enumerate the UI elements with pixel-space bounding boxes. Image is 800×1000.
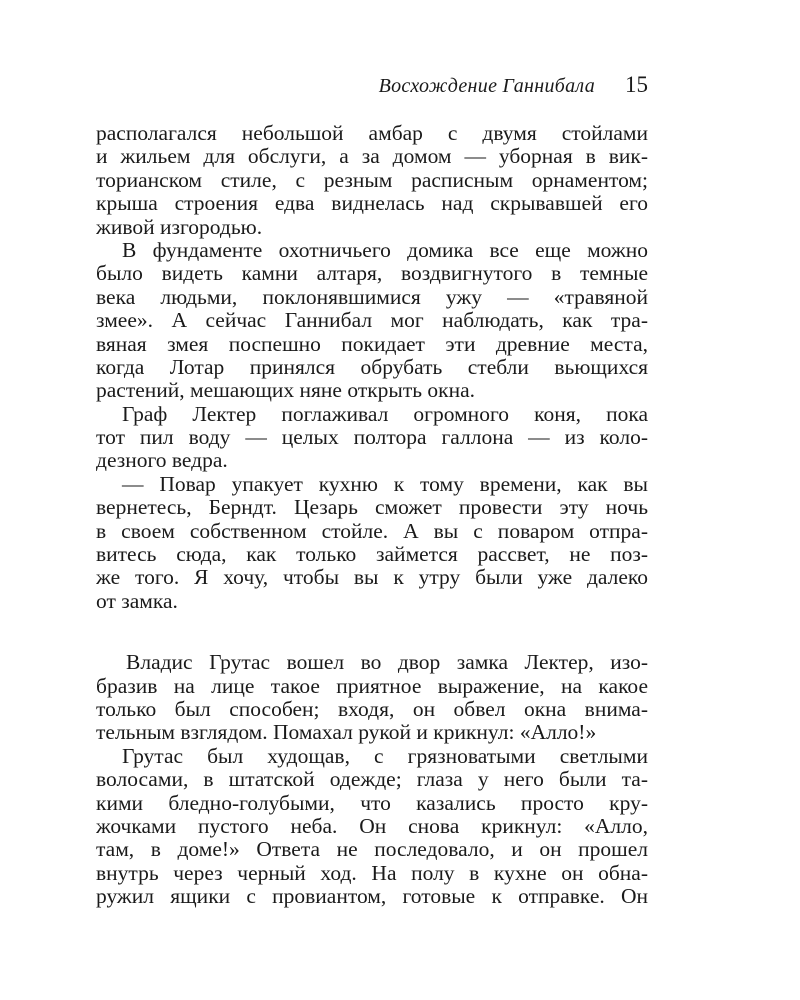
text-line: тот пил воду — целых полтора галлона — из коло-	[96, 426, 648, 450]
text-line: внутрь через черный ход. На полу в кухне он обна-	[96, 861, 648, 885]
text-line: вернетесь, Берндт. Цезарь сможет провести эту ночь	[96, 496, 648, 520]
text-line: века людьми, поклонявшимися ужу — «травяной	[96, 285, 648, 309]
text-line: бразив на лице такое приятное выражение, на какое	[96, 674, 648, 698]
text-line: растений, мешающих няне открыть окна.	[96, 379, 476, 403]
text-line: там, в доме!» Ответа не последовало, и он прошел	[96, 838, 648, 862]
paragraph-dialogue	[96, 473, 648, 613]
text-line: живой изгородью.	[96, 215, 263, 239]
text-line: Граф Лектер поглаживал огромного коня, пока	[122, 402, 648, 426]
text-line: от замка.	[96, 589, 178, 613]
section-break	[96, 613, 648, 651]
paragraph-grutas-enters	[96, 651, 648, 745]
text-line: Грутас был худощав, с грязноватыми светлыми	[122, 744, 648, 768]
text-line: жочками пустого неба. Он снова крикнул: «Алло,	[96, 814, 648, 838]
text-line: В фундаменте охотничьего домика все еще можно	[122, 238, 648, 262]
page-number: 15	[625, 72, 648, 97]
text-line: торианском стиле, с резным расписным орнаментом;	[96, 168, 648, 192]
body-text	[96, 122, 648, 909]
text-line: кими бледно-голубыми, что казались просто кру-	[96, 791, 648, 815]
running-header	[96, 72, 648, 106]
text-line: только был способен; входя, он обвел окна внима-	[96, 697, 648, 721]
paragraph-altar	[96, 239, 648, 403]
paragraph-continuation	[96, 122, 648, 239]
text-line: же того. Я хочу, чтобы вы к утру были уже далеко	[96, 566, 648, 590]
header-book-title: Восхождение Ганнибала	[378, 75, 595, 97]
text-line: располагался небольшой амбар с двумя стойлами	[96, 122, 648, 145]
text-line: волосами, в штатской одежде; глаза у него были та-	[96, 768, 648, 792]
text-line: и жильем для обслуги, а за домом — уборная в вик-	[96, 145, 648, 169]
text-line: ружил ящики с провиантом, готовые к отправке. Он	[96, 885, 648, 909]
text-line: вяная змея поспешно покидает эти древние места,	[96, 332, 648, 356]
text-line: когда Лотар принялся обрубать стебли вьющихся	[96, 355, 648, 379]
text-line: тельным взглядом. Помахал рукой и крикнул: «Алло!»	[96, 721, 597, 745]
paragraph-grutas-description	[96, 745, 648, 909]
text-line: в своем собственном стойле. А вы с поваром отпра-	[96, 519, 648, 543]
text-line: змее». А сейчас Ганнибал мог наблюдать, как тра-	[96, 309, 648, 333]
text-line: витесь сюда, как только займется рассвет, не поз-	[96, 543, 648, 567]
text-line: Владис Грутас вошел во двор замка Лектер, изо-	[126, 651, 648, 675]
paragraph-count-horse	[96, 403, 648, 473]
text-line: крыша строения едва виднелась над скрывавшей его	[96, 192, 648, 216]
text-line: — Повар упакует кухню к тому времени, как вы	[122, 472, 648, 496]
text-line: дезного ведра.	[96, 449, 228, 473]
text-line: было видеть камни алтаря, воздвигнутого в темные	[96, 262, 648, 286]
